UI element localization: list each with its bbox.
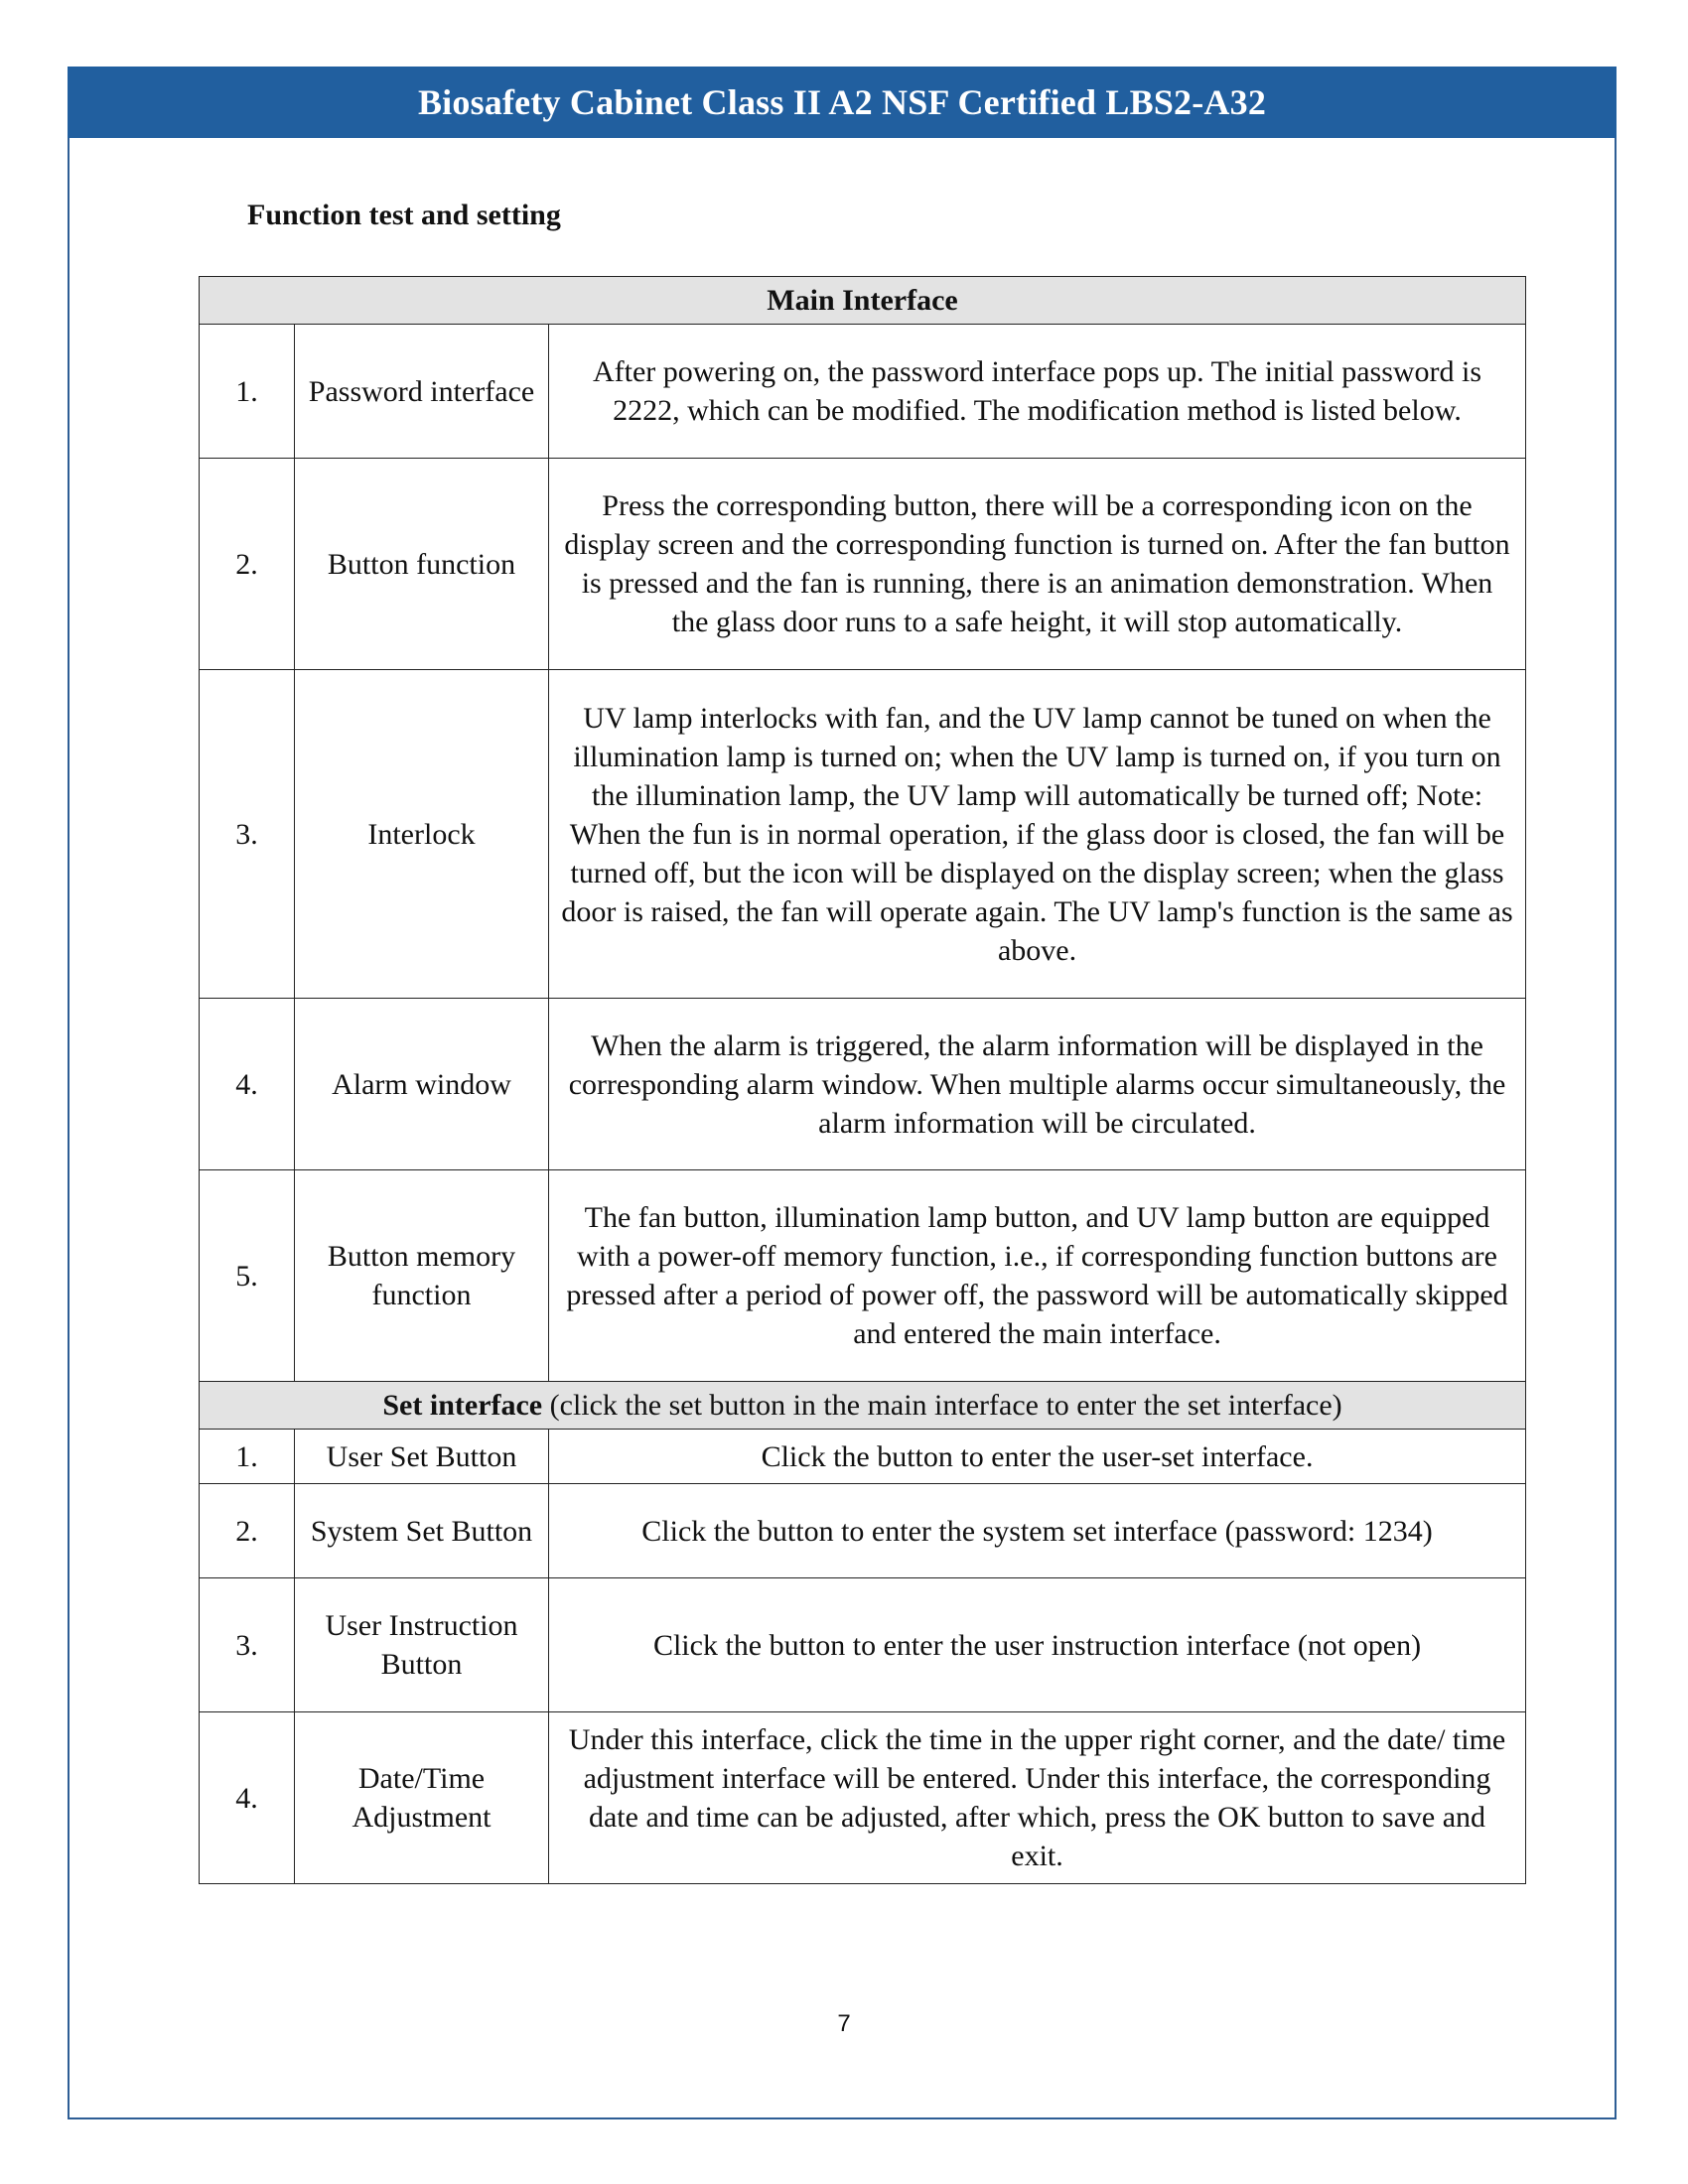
function-name: User Set Button bbox=[295, 1430, 549, 1484]
table-row bbox=[200, 1170, 1526, 1382]
function-description: The fan button, illumination lamp button, and UV lamp button are equipped with a power-off memory function, i.e., if corresponding function buttons are pressed after a period of power off, the password will be automatically skipped and entered the main interface. bbox=[549, 1170, 1526, 1382]
function-description: Click the button to enter the system set interface (password: 1234) bbox=[549, 1484, 1526, 1578]
section-title: Function test and setting bbox=[247, 199, 561, 231]
function-name: Interlock bbox=[295, 670, 549, 999]
table-row bbox=[200, 670, 1526, 999]
function-description: Under this interface, click the time in the upper right corner, and the date/ time adjustment interface will be entered. Under this interface, the corresponding date and time can be adjusted, after which, press the OK button to save and exit. bbox=[549, 1712, 1526, 1884]
document-title: Biosafety Cabinet Class II A2 NSF Certified LBS2-A32 bbox=[417, 82, 1267, 122]
table-row bbox=[200, 1430, 1526, 1484]
main-interface-heading: Main Interface bbox=[200, 277, 1526, 325]
function-description: Click the button to enter the user instruction interface (not open) bbox=[549, 1578, 1526, 1712]
row-number: 3. bbox=[200, 670, 295, 999]
row-number: 4. bbox=[200, 1712, 295, 1884]
table-row bbox=[200, 1712, 1526, 1884]
table-row bbox=[200, 1578, 1526, 1712]
function-description: Press the corresponding button, there will be a corresponding icon on the display screen and the corresponding function is turned on. After the fan button is pressed and the fan is running, there is an animation demonstration. When the glass door runs to a safe height, it will stop automatically. bbox=[549, 459, 1526, 670]
function-name: Button memory function bbox=[295, 1170, 549, 1382]
row-number: 2. bbox=[200, 1484, 295, 1578]
table-row bbox=[200, 1484, 1526, 1578]
table-row bbox=[200, 325, 1526, 459]
function-name: Date/Time Adjustment bbox=[295, 1712, 549, 1884]
table-row bbox=[200, 459, 1526, 670]
table-row bbox=[200, 999, 1526, 1170]
row-number: 4. bbox=[200, 999, 295, 1170]
function-table bbox=[199, 276, 1526, 1884]
function-description: After powering on, the password interface pops up. The initial password is 2222, which can be modified. The modification method is listed below. bbox=[549, 325, 1526, 459]
function-name: User Instruction Button bbox=[295, 1578, 549, 1712]
row-number: 1. bbox=[200, 325, 295, 459]
function-name: Password interface bbox=[295, 325, 549, 459]
function-description: UV lamp interlocks with fan, and the UV lamp cannot be tuned on when the illumination lamp is turned on; when the UV lamp is turned on, if you turn on the illumination lamp, the UV lamp will automatically be turned off; Note: When the fun is in normal operation, if the glass door is closed, the fan will be turned off, but the icon will be displayed on the display screen; when the glass door is raised, the fan will operate again. The UV lamp's function is the same as above. bbox=[549, 670, 1526, 999]
page-number: 7 bbox=[837, 2010, 851, 2037]
row-number: 2. bbox=[200, 459, 295, 670]
row-number: 5. bbox=[200, 1170, 295, 1382]
function-name: System Set Button bbox=[295, 1484, 549, 1578]
main-interface-heading-row bbox=[200, 277, 1526, 325]
function-description: When the alarm is triggered, the alarm information will be displayed in the corresponding alarm window. When multiple alarms occur simultaneously, the alarm information will be circulated. bbox=[549, 999, 1526, 1170]
function-name: Button function bbox=[295, 459, 549, 670]
set-interface-heading: Set interface (click the set button in the main interface to enter the set interface) bbox=[200, 1382, 1526, 1430]
document-header bbox=[68, 67, 1617, 138]
set-interface-heading-row bbox=[200, 1382, 1526, 1430]
row-number: 1. bbox=[200, 1430, 295, 1484]
function-name: Alarm window bbox=[295, 999, 549, 1170]
row-number: 3. bbox=[200, 1578, 295, 1712]
function-description: Click the button to enter the user-set interface. bbox=[549, 1430, 1526, 1484]
